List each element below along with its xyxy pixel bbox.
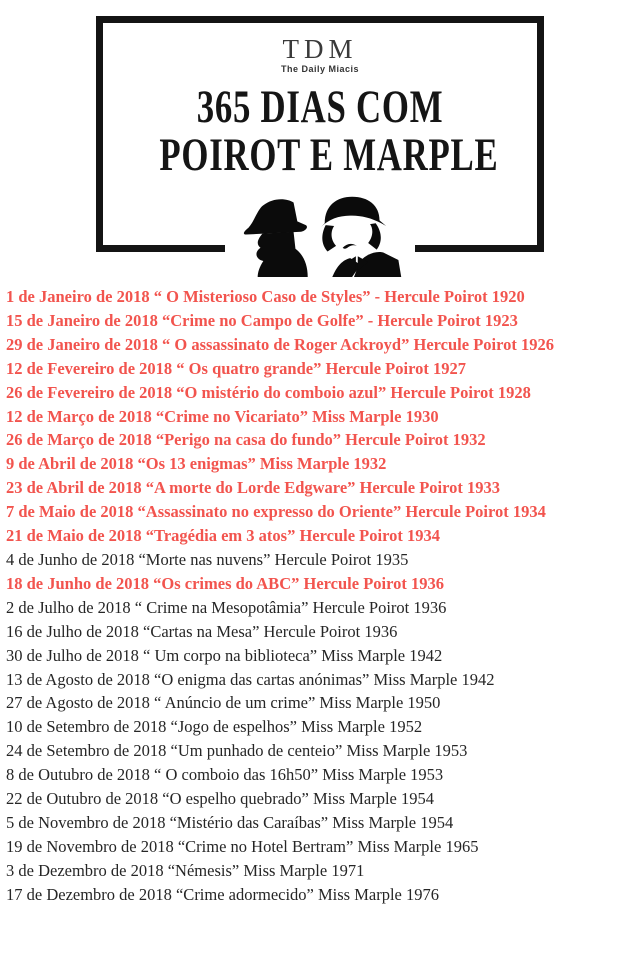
list-item: 26 de Fevereiro de 2018 “O mistério do comboio azul” Hercule Poirot 1928 <box>6 382 531 402</box>
list-item: 24 de Setembro de 2018 “Um punhado de centeio” Miss Marple 1953 <box>6 741 468 761</box>
list-item: 23 de Abril de 2018 “A morte do Lorde Edgware” Hercule Poirot 1933 <box>6 478 501 498</box>
list-item: 8 de Outubro de 2018 “ O comboio das 16h50” Miss Marple 1953 <box>6 765 444 785</box>
reading-list <box>0 285 640 907</box>
fedora-detective-silhouette <box>244 199 308 277</box>
list-item: 29 de Janeiro de 2018 “ O assassinato de Roger Ackroyd” Hercule Poirot 1926 <box>6 334 555 354</box>
poster-page <box>0 16 640 976</box>
list-item: 19 de Novembro de 2018 “Crime no Hotel Bertram” Miss Marple 1965 <box>6 836 479 856</box>
list-item: 18 de Junho de 2018 “Os crimes do ABC” Hercule Poirot 1936 <box>6 573 445 593</box>
logo <box>103 36 537 74</box>
title-line-1: 365 DIAS COM <box>196 81 444 133</box>
header-box <box>96 16 544 252</box>
list-item: 26 de Março de 2018 “Perigo na casa do fundo” Hercule Poirot 1932 <box>6 430 486 450</box>
list-item: 4 de Junho de 2018 “Morte nas nuvens” Hercule Poirot 1935 <box>6 549 409 569</box>
logo-monogram: TDM <box>282 34 358 64</box>
list-item: 5 de Novembro de 2018 “Mistério das Caraíbas” Miss Marple 1954 <box>6 812 454 832</box>
list-item: 7 de Maio de 2018 “Assassinato no expresso do Oriente” Hercule Poirot 1934 <box>6 502 546 522</box>
list-item: 16 de Julho de 2018 “Cartas na Mesa” Hercule Poirot 1936 <box>6 621 398 641</box>
list-item: 1 de Janeiro de 2018 “ O Misterioso Caso de Styles” - Hercule Poirot 1920 <box>6 287 525 306</box>
list-item: 30 de Julho de 2018 “ Um corpo na biblioteca” Miss Marple 1942 <box>6 645 443 665</box>
list-item: 15 de Janeiro de 2018 “Crime no Campo de Golfe” - Hercule Poirot 1923 <box>6 310 518 330</box>
list-item: 13 de Agosto de 2018 “O enigma das cartas anónimas” Miss Marple 1942 <box>6 669 495 689</box>
list-item: 22 de Outubro de 2018 “O espelho quebrado” Miss Marple 1954 <box>6 789 434 809</box>
detectives-silhouette-icon <box>225 193 415 278</box>
page-title <box>103 83 537 179</box>
logo-subtitle: The Daily Miacis <box>280 64 360 74</box>
list-item: 2 de Julho de 2018 “ Crime na Mesopotâmia” Hercule Poirot 1936 <box>6 597 447 617</box>
poirot-silhouette <box>321 197 401 277</box>
list-item: 12 de Março de 2018 “Crime no Vicariato” Miss Marple 1930 <box>6 406 439 426</box>
list-item: 10 de Setembro de 2018 “Jogo de espelhos” Miss Marple 1952 <box>6 717 423 737</box>
list-item: 27 de Agosto de 2018 “ Anúncio de um crime” Miss Marple 1950 <box>6 693 441 713</box>
title-line-2: POIROT E MARPLE <box>159 129 499 181</box>
list-item: 3 de Dezembro de 2018 “Némesis” Miss Marple 1971 <box>6 860 365 880</box>
list-item: 9 de Abril de 2018 “Os 13 enigmas” Miss Marple 1932 <box>6 454 387 474</box>
list-item: 12 de Fevereiro de 2018 “ Os quatro grande” Hercule Poirot 1927 <box>6 358 466 378</box>
list-item: 21 de Maio de 2018 “Tragédia em 3 atos” Hercule Poirot 1934 <box>6 526 440 546</box>
list-item: 17 de Dezembro de 2018 “Crime adormecido” Miss Marple 1976 <box>6 884 440 904</box>
